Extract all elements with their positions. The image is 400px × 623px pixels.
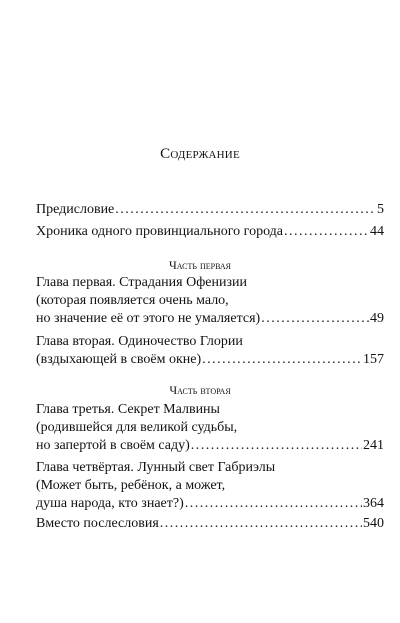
toc-entry-chapter-4[interactable] — [36, 459, 384, 513]
toc-page-number: 540 — [363, 516, 384, 531]
toc-entry-text: Глава четвёртая. Лунный свет Габриэлы — [36, 460, 276, 475]
toc-entry-line — [36, 515, 384, 533]
toc-page-number: 364 — [363, 496, 384, 511]
toc-entry-text: Глава первая. Страдания Офенизии — [36, 275, 247, 290]
toc-entry-line — [36, 310, 384, 328]
toc-entry-preface[interactable] — [36, 201, 384, 219]
toc-page-number: 5 — [377, 202, 384, 217]
toc-page-number: 49 — [370, 311, 384, 326]
toc-entry-text: Глава вторая. Одиночество Глории — [36, 334, 243, 349]
toc-page-number: 157 — [363, 352, 384, 367]
toc-entry-text: но значение её от этого не умаляется) — [36, 311, 261, 326]
toc-entry-text: Хроника одного провинциального города — [36, 224, 283, 239]
toc-entry-line — [36, 351, 384, 369]
toc-entry-chapter-2[interactable] — [36, 333, 384, 369]
toc-entry-text: Предисловие — [36, 202, 115, 217]
section-heading-part-two: Часть вторая — [169, 383, 231, 397]
toc-entry-line — [36, 201, 384, 219]
toc-entry-chronicle[interactable] — [36, 223, 384, 241]
dot-leader — [191, 437, 362, 455]
toc-entry-text: Вместо послесловия — [36, 516, 159, 531]
toc-entry-chapter-1[interactable] — [36, 274, 384, 328]
toc-entry-line — [36, 495, 384, 513]
toc-entry-line — [36, 223, 384, 241]
dot-leader — [185, 495, 362, 513]
toc-page-number: 44 — [370, 224, 384, 239]
toc-entry-text: (вздыхающей в своём окне) — [36, 352, 202, 367]
toc-entry-line — [36, 437, 384, 455]
toc-entry-afterword[interactable] — [36, 515, 384, 533]
toc-entry-text: душа народа, кто знает?) — [36, 496, 184, 511]
dot-leader — [115, 201, 376, 219]
toc-entry-text: (которая появляется очень мало, — [36, 293, 229, 308]
dot-leader — [284, 223, 369, 241]
dot-leader — [202, 351, 362, 369]
toc-entry-chapter-3[interactable] — [36, 401, 384, 455]
toc-entry-text: Глава третья. Секрет Малвины — [36, 402, 220, 417]
dot-leader — [160, 515, 362, 533]
toc-entry-text: (родившейся для великой судьбы, — [36, 420, 238, 435]
toc-entry-text: но запертой в своём саду) — [36, 438, 190, 453]
toc-page-number: 241 — [363, 438, 384, 453]
toc-title: Содержание — [160, 146, 240, 162]
section-heading-part-one: Часть первая — [168, 258, 232, 272]
dot-leader — [261, 310, 369, 328]
toc-entry-text: (Может быть, ребёнок, а может, — [36, 478, 226, 493]
